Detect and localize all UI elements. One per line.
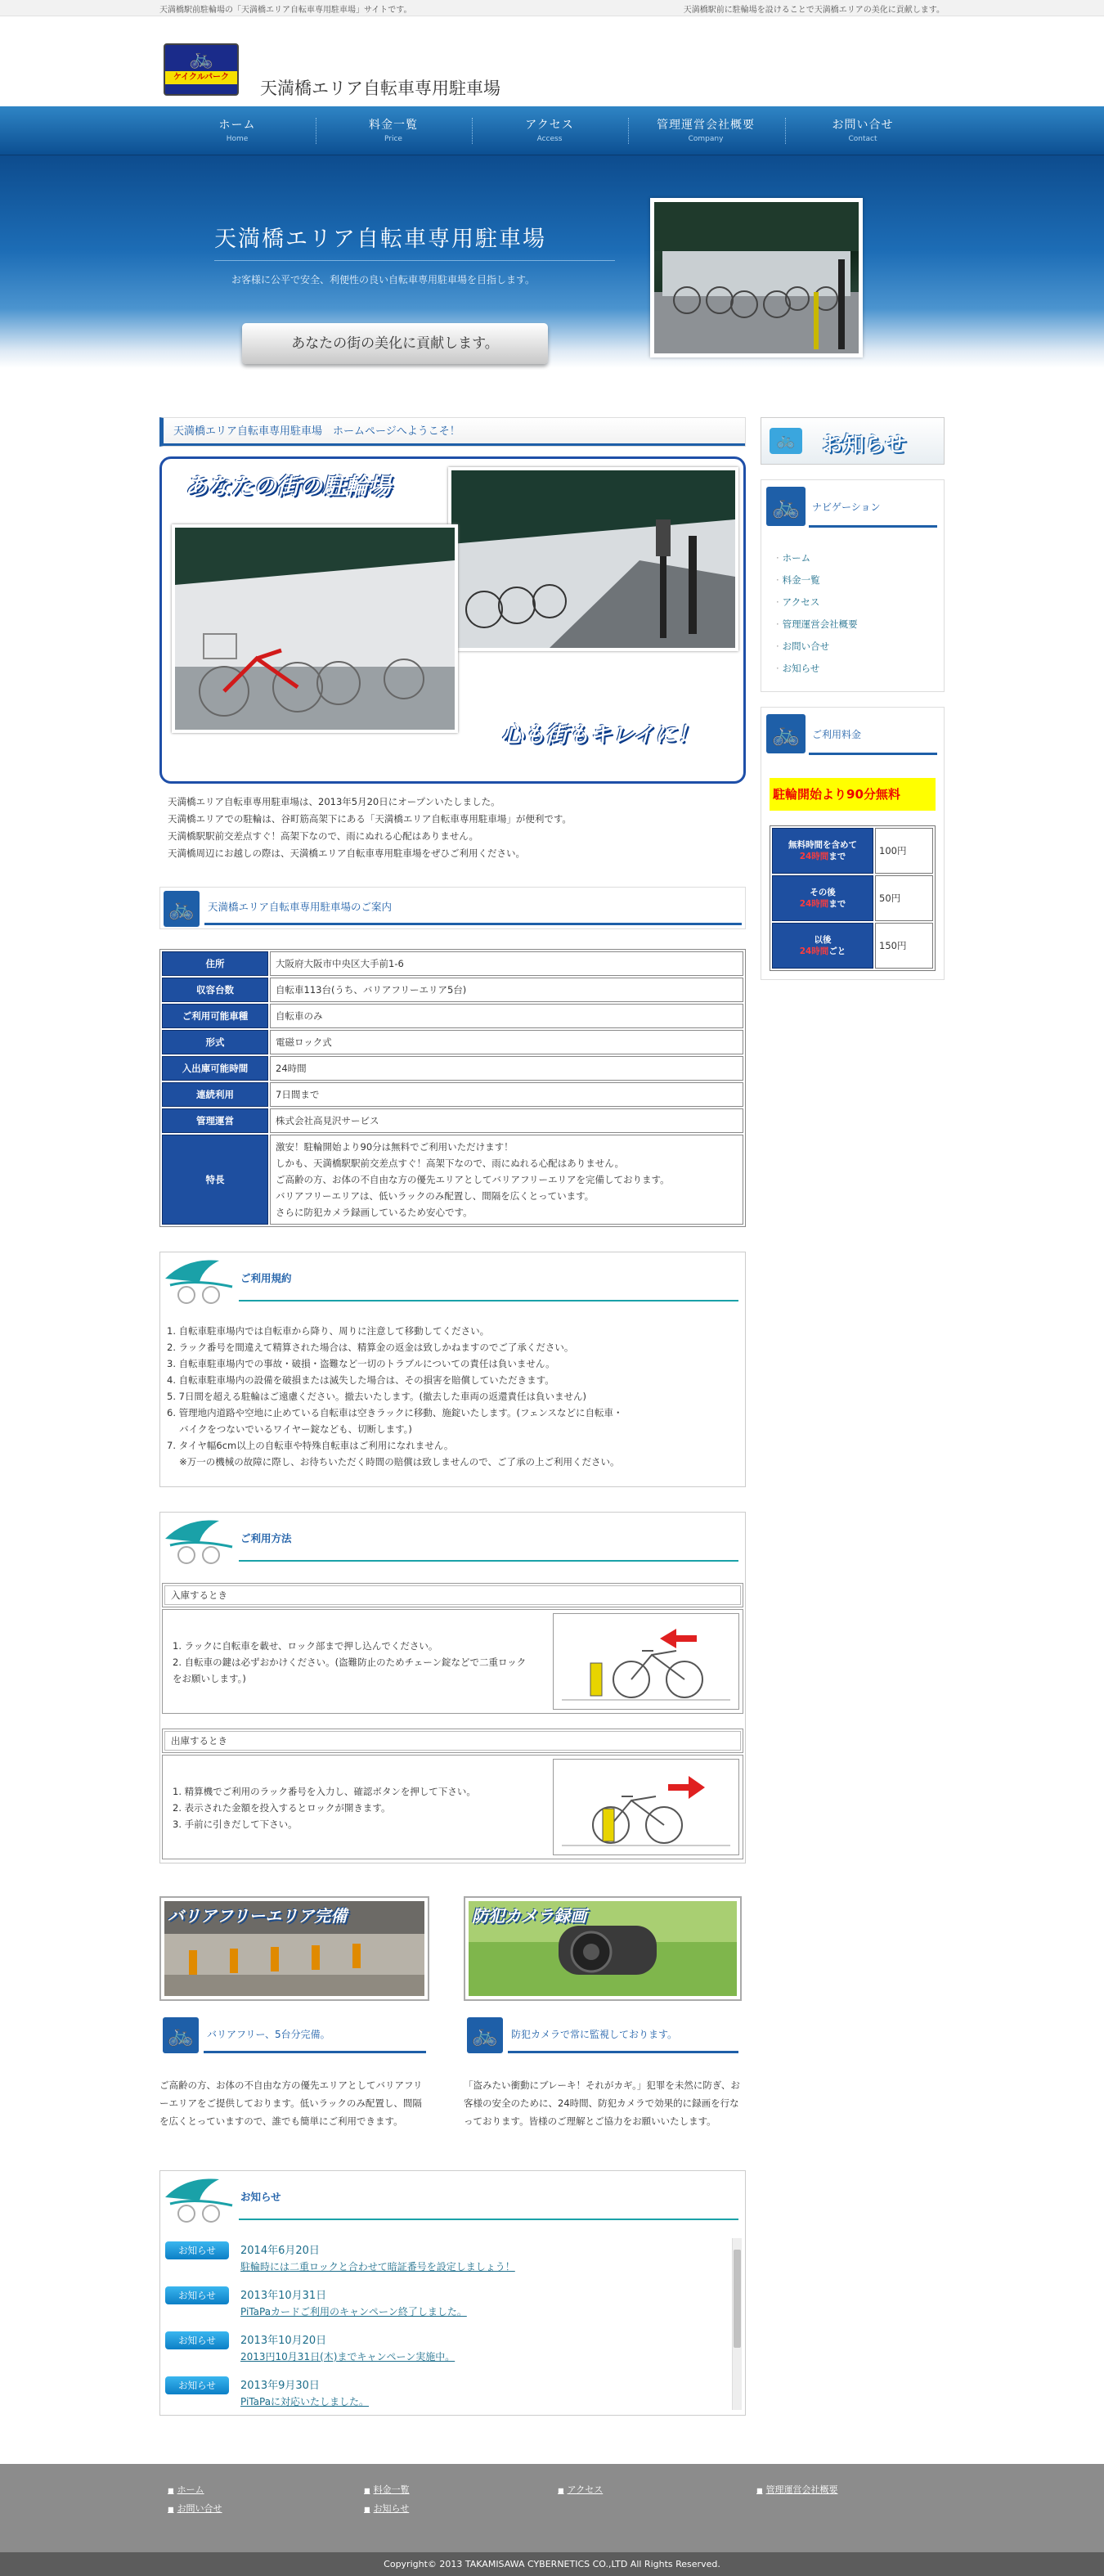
table-value: 7日間まで [270,1082,743,1107]
nav-sublabel: Home [226,135,249,143]
fee-hours: 24時間 [799,852,829,861]
navigation-title: ナビゲーション [812,501,881,513]
fee-box [761,707,945,980]
scrollbar-thumb[interactable] [734,2250,741,2348]
bullet-icon: · [776,641,779,652]
table-row [162,1135,743,1225]
fee-price: 150円 [875,923,933,969]
entry-heading: 入庫するとき [162,1583,743,1607]
news-date: 2014年6月20日 [240,2245,320,2257]
table-value: 株式会社高見沢サービス [270,1108,743,1133]
rule-item: 6. 管理地内道路や空地に止めている自転車は空きラックに移動、施錠いたします。(フェンスなどに自転車・ [167,1407,623,1418]
entry-row [162,1609,743,1714]
side-nav-item [776,547,940,569]
nav-item-company[interactable] [628,116,783,143]
news-title: お知らせ [240,2191,281,2203]
news-link[interactable]: 2013円10月31日(木)までキャンペーン実施中。 [240,2351,456,2362]
intro-text [159,793,746,862]
bicycle-icon: 🚲 [163,2017,199,2053]
bicycle-icon: 🚲 [164,891,200,927]
bicycle-icon: 🚲 [766,714,806,753]
news-link[interactable]: PiTaPaカードご利用のキャンペーン終了しました。 [240,2306,467,2318]
bullet-icon: ■ [168,2506,174,2513]
table-key: 形式 [162,1030,268,1054]
bullet-icon: ■ [364,2506,370,2513]
footer-link-label: お問い合せ [177,2503,222,2514]
banner-bottom-text: 心も街もキレイに！ [501,722,699,748]
nav-item-access[interactable] [472,116,627,143]
footer-link-company[interactable] [756,2483,838,2496]
side-nav-item [776,636,940,658]
global-nav [0,106,1104,155]
heading-underline [239,1300,738,1301]
side-nav-item [776,569,940,591]
side-nav-list [765,529,940,688]
nav-label: 管理運営会社概要 [657,119,755,132]
news-banner-text: お知らせ [822,433,907,457]
table-row [162,1108,743,1133]
table-key: ご利用可能車種 [162,1004,268,1028]
news-date: 2013年9月30日 [240,2380,320,2392]
camera-title: 防犯カメラで常に監視しております。 [511,2029,678,2040]
news-section [159,2170,746,2416]
nav-item-home[interactable] [159,116,315,143]
barrier-free-title: バリアフリー、5台分完備。 [207,2029,330,2040]
nav-sublabel: Company [688,135,724,143]
copyright: Copyright© 2013 TAKAMISAWA CYBERNETICS CO.,LTD All Rights Reserved. [0,2552,1104,2576]
news-scrollbar[interactable] [732,2238,742,2410]
table-key: 入出庫可能時間 [162,1056,268,1081]
bullet-icon: ■ [168,2487,174,2494]
footer-link-label: 管理運営会社概要 [765,2484,838,2495]
barrier-free-label: バリアフリーエリア完備 [168,1906,348,1926]
fee-price: 50円 [875,875,933,921]
rules-title: ご利用規約 [240,1272,292,1284]
table-row [162,978,743,1002]
side-nav-link-company[interactable]: 管理運営会社概要 [782,618,858,630]
hero-subtitle: お客様に公平で安全、利便性の良い自転車専用駐車場を目指します。 [231,274,536,285]
news-item [165,2373,729,2410]
bullet-icon: ■ [558,2487,564,2494]
side-nav-item [776,614,940,636]
fee-suffix: ごと [828,946,846,956]
table-row [162,1030,743,1054]
side-nav-link-access[interactable]: アクセス [782,596,820,608]
nav-item-price[interactable] [316,116,471,143]
side-nav-item [776,658,940,680]
step-item: 1. ラックに自転車を載せ、ロック部まで押し込んでください。 [173,1640,438,1652]
barrier-free-body: ご高齢の方、お体の不自由な方の優先エリアとしてバリアフリーエリアをご提供しております。低いラックのみ配置し、間隔を広くとっていますので、誰でも簡単にご利用できます。 [159,2079,423,2127]
hero-title: 天満橋エリア自転車専用駐車場 [214,227,546,252]
news-date: 2013年10月31日 [240,2290,327,2302]
step-item: 1. 精算機でご利用のラック番号を入力し、確認ボタンを押して下さい。 [173,1786,476,1797]
table-row [162,1056,743,1081]
fee-title: ご利用料金 [812,729,862,740]
nav-sublabel: Contact [848,135,877,143]
site-name: 天満橋エリア自転車専用駐車場 [260,79,500,98]
heading-underline [204,2051,426,2053]
table-value: 自転車113台(うち、バリアフリーエリア5台) [270,978,743,1002]
bird-bicycle-icon [162,1254,237,1306]
heading-underline [204,923,742,925]
top-bar-left-text: 天満橋駅前駐輪場の「天満橋エリア自転車専用駐車場」サイトです。 [159,6,412,15]
news-list[interactable] [165,2238,729,2410]
news-banner-button[interactable] [761,417,945,465]
news-badge: お知らせ [165,2241,229,2259]
rule-item: 7. タイヤ幅6cm以上の自転車や特殊自転車はご利用になれません。 [167,1440,454,1451]
welcome-heading: 天満橋エリア自転車専用駐車場 ホームページへようこそ！ [159,417,746,447]
free-time-banner: 駐輪開始より90分無料 [770,778,936,811]
fee-table [770,825,936,971]
exit-illustration [553,1759,739,1855]
fee-condition-text: 以後 [814,935,832,945]
rule-item: ※万一の機械の故障に際し、お待ちいただく時間の賠償は致しませんので、ご了承の上ご利用ください。 [167,1456,620,1468]
fee-row [772,828,933,874]
fee-condition-text: 無料時間を含めて [788,840,857,850]
footer-link-access[interactable] [558,2483,603,2496]
table-row [162,1004,743,1028]
news-link[interactable]: 駐輪時には二重ロックと合わせて暗証番号を設定しましょう！ [240,2261,515,2273]
table-key: 住所 [162,951,268,976]
bullet-icon: ■ [756,2487,763,2494]
table-value: 自転車のみ [270,1004,743,1028]
feature-line: 激安！駐輪開始より90分は無料でご利用いただけます！ [276,1141,514,1153]
side-nav-link-price[interactable]: 料金一覧 [782,574,820,586]
howto-heading [160,1513,745,1568]
table-row [162,1082,743,1107]
rule-item: 5. 7日間を超える駐輪はご遠慮ください。撤去いたします。(撤去した車両の返還責任は負いません) [167,1391,586,1402]
top-bar [0,0,1104,16]
footer-link-label: 料金一覧 [373,2484,410,2495]
nav-sublabel: Price [384,135,402,143]
nav-label: アクセス [525,119,574,132]
heading-underline [239,2219,738,2220]
fee-condition [772,828,873,874]
side-nav-item [776,591,940,614]
barrier-free-feature [159,1896,429,2130]
nav-label: 料金一覧 [369,119,418,132]
intro-line: 天満橋駅駅前交差点すぐ！高架下なので、雨にぬれる心配はありません。 [168,830,478,842]
side-nav-link-news[interactable]: お知らせ [782,663,820,674]
camera-label: 防犯カメラ録画 [472,1906,586,1926]
main-content [159,417,746,2407]
camera-photo [464,1896,742,2001]
hero-banner [0,155,1104,368]
table-value [270,1135,743,1225]
bullet-icon: · [776,618,779,630]
info-table [159,949,746,1227]
nav-item-contact[interactable] [785,116,940,143]
bullet-icon: · [776,596,779,608]
footer-link-label: お知らせ [373,2503,410,2514]
feature-banner [159,456,746,784]
rules-section [159,1252,746,1487]
camera-heading [464,2014,742,2057]
table-key: 収容台数 [162,978,268,1002]
camera-feature [464,1896,742,2130]
exit-heading: 出庫するとき [162,1729,743,1753]
footer-link-news[interactable] [364,2502,409,2515]
bicycle-icon: 🚲 [189,47,213,70]
footer-link-home[interactable] [168,2483,204,2496]
heading-underline [508,2051,738,2053]
bird-bicycle-icon [162,2173,237,2225]
fee-suffix: まで [828,899,846,909]
top-bar-right-text: 天満橋駅前に駐輪場を設けることで天満橋エリアの美化に貢献します。 [683,6,945,15]
nav-label: ホーム [218,119,256,132]
table-key: 連続利用 [162,1082,268,1107]
footer-link-label: アクセス [567,2484,604,2495]
news-date: 2013年10月20日 [240,2335,327,2347]
news-item [165,2328,729,2373]
howto-title: ご利用方法 [240,1532,292,1544]
feature-line: さらに防犯カメラ録画しているため安心です。 [276,1207,473,1218]
heading-underline [809,753,937,755]
step-item: 2. 表示された金額を投入するとロックが開きます。 [173,1802,391,1814]
feature-columns [159,1896,746,2158]
table-row [162,951,743,976]
intro-line: 天満橋周辺にお越しの際は、天満橋エリア自転車専用駐車場をぜひご利用ください。 [168,847,525,859]
feature-line: ご高齢の方、お体の不自由な方の優先エリアとしてバリアフリーエリアを完備しております。 [276,1174,670,1185]
heading-underline [239,1560,738,1562]
rule-item: 1. 自転車駐車場内では自転車から降り、周りに注意して移動してください。 [167,1325,490,1337]
entry-illustration [553,1613,739,1710]
guide-heading [159,887,746,929]
guide-title: 天満橋エリア自転車専用駐車場のご案内 [208,901,393,913]
nav-label: お問い合せ [832,119,894,132]
bicycle-icon: 🚲 [766,487,806,526]
intro-line: 天満橋エリア自転車専用駐車場は、2013年5月20日にオープンいたしました。 [168,796,500,807]
barrier-free-heading [159,2014,429,2057]
table-key: 管理運営 [162,1108,268,1133]
howto-section [159,1512,746,1863]
hero-divider [214,260,615,261]
hero-tagline-button: あなたの街の美化に貢献します。 [242,323,548,364]
rules-list [160,1308,745,1478]
table-value: 電磁ロック式 [270,1030,743,1054]
bullet-icon: · [776,663,779,674]
bicycle-icon: 🚲 [770,428,802,454]
news-badge: お知らせ [165,2331,229,2349]
logo-text: ケイクルパーク [165,71,237,84]
news-item [165,2238,729,2283]
table-value: 大阪府大阪市中央区大手前1-6 [270,951,743,976]
bird-bicycle-icon [162,1514,237,1567]
footer-link-price[interactable] [364,2483,410,2496]
fee-row [772,923,933,969]
fee-condition [772,923,873,969]
bullet-icon: ■ [364,2487,370,2494]
rule-item: 3. 自転車駐車場内での事故・破損・盗難など一切のトラブルについての責任は負いません。 [167,1358,555,1369]
side-nav-link-home[interactable]: ホーム [782,552,811,564]
footer-link-label: ホーム [177,2484,204,2495]
step-item: 2. 自転車の鍵は必ずおかけください。(盗難防止のためチェーン錠などで二重ロックをお願いします。) [173,1657,527,1684]
sidebar [761,417,945,980]
step-item: 3. 手前に引きだして下さい。 [173,1818,298,1830]
rule-item: 4. 自転車駐車場内の設備を破損または滅失した場合は、その損害を賠償していただきます。 [167,1374,554,1386]
rules-heading [160,1252,745,1308]
fee-condition-text: その後 [810,888,836,897]
news-heading [160,2171,745,2227]
bullet-icon: · [776,574,779,586]
parking-photo [654,202,859,353]
news-item [165,2283,729,2328]
fee-price: 100円 [875,828,933,874]
rule-item: 2. ラック番号を間違えて精算された場合は、精算金の返金は致しかねますのでご了承ください。 [167,1342,574,1353]
exit-steps [173,1783,476,1832]
news-badge: お知らせ [165,2286,229,2304]
fee-hours: 24時間 [799,899,829,909]
heading-underline [809,525,937,528]
table-key: 特長 [162,1135,268,1225]
fee-row [772,875,933,921]
bullet-icon: · [776,552,779,564]
nav-sublabel: Access [536,135,563,143]
news-link[interactable]: PiTaPaに対応いたしました。 [240,2396,370,2407]
exit-row [162,1755,743,1859]
fee-condition [772,875,873,921]
barrier-free-photo [159,1896,429,2001]
feature-line: しかも、天満橋駅駅前交差点すぐ！高架下なので、雨にぬれる心配はありません。 [276,1158,624,1169]
entry-steps [173,1638,532,1687]
rule-item: バイクをつないでいるワイヤー錠なども、切断します。) [167,1423,412,1435]
fee-heading [765,711,940,757]
fee-hours: 24時間 [799,946,829,956]
navigation-box [761,479,945,692]
table-value: 24時間 [270,1056,743,1081]
news-badge: お知らせ [165,2376,229,2394]
bicycle-icon: 🚲 [467,2017,503,2053]
banner-top-text: あなたの街の駐輪場 [185,473,392,500]
intro-line: 天満橋エリアでの駐輪は、谷町筋高架下にある「天満橋エリア自転車専用駐車場」が便利です。 [168,813,572,825]
camera-body: 「盗みたい衝動にブレーキ！それがカギ。」犯罪を未然に防ぎ、お客様の安全のために、24時間、防犯カメラで効果的に録画を行なっております。皆様のご理解とご協力をお願いいたします。 [464,2079,740,2127]
feature-line: バリアフリーエリアは、低いラックのみ配置し、間隔を広くとっています。 [276,1190,595,1202]
header [0,16,1104,106]
banner-photo-top [448,467,738,651]
footer-link-contact[interactable] [168,2502,222,2515]
banner-photo-bottom [172,524,458,733]
side-nav-link-contact[interactable]: お問い合せ [782,641,830,652]
fee-suffix: まで [828,852,846,861]
site-logo[interactable] [164,43,239,96]
footer [0,2464,1104,2552]
hero-photo [650,198,863,357]
navigation-heading [765,483,940,529]
